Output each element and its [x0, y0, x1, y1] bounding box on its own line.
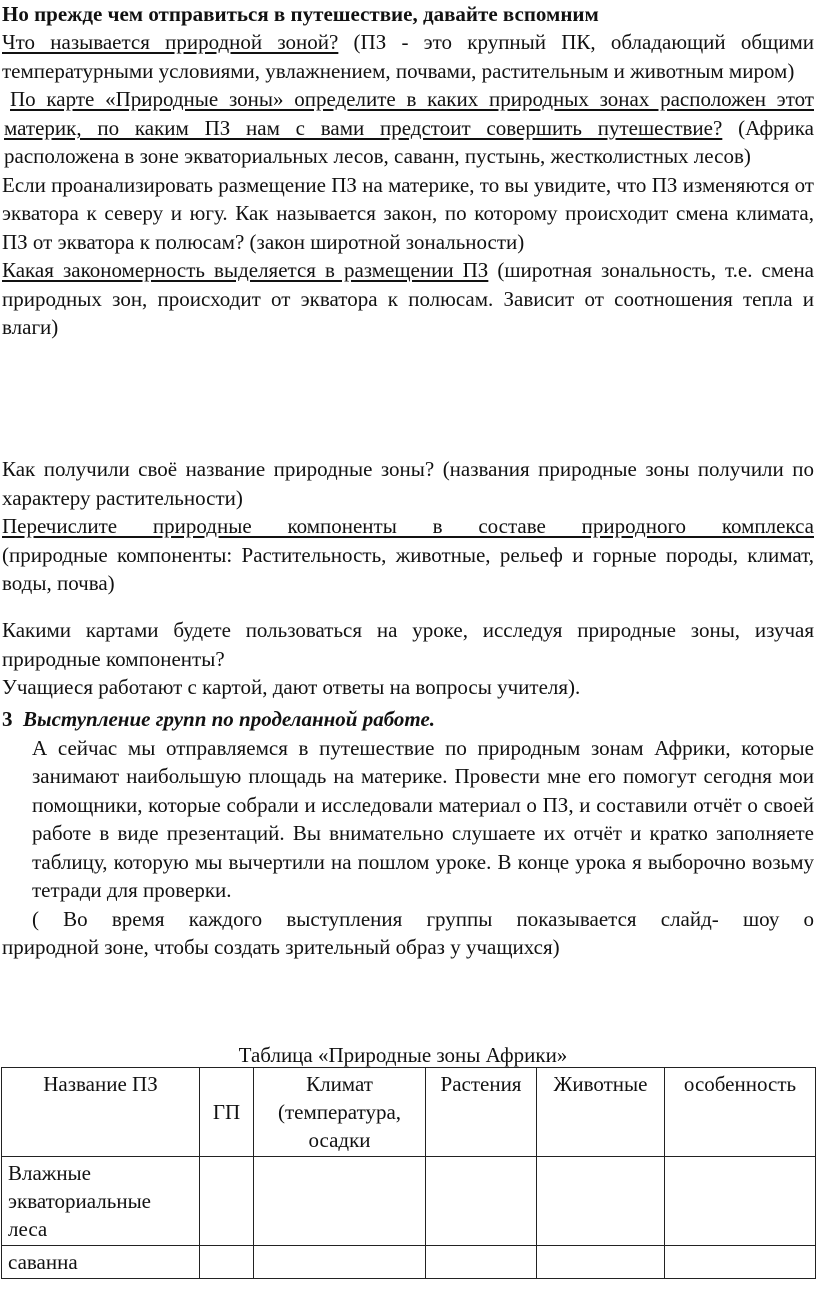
answer-text: (широтная зональность, т.е. смена природных зон, происходит от экватора к полюсам. Зависит от соотношения тепла и влаги) — [2, 258, 814, 339]
table-caption-text: Таблица «Природные зоны Африки» — [238, 1043, 568, 1067]
section-heading — [2, 705, 814, 734]
question-regularity — [2, 256, 814, 342]
question-text: Что называется природной зоной? — [2, 30, 339, 54]
cell-zone-name: Влажные экваториальные леса — [2, 1157, 200, 1246]
cell-empty — [537, 1246, 665, 1279]
cell-empty — [254, 1246, 426, 1279]
cell-empty — [200, 1157, 254, 1246]
cell-empty — [665, 1157, 816, 1246]
cell-zone-name: саванна — [2, 1246, 200, 1279]
section-title: Выступление групп по проделанной работе. — [23, 707, 436, 731]
paragraph-zone-names: Как получили своё название природные зоны? (названия природные зоны получили по характеру растительности) — [2, 457, 814, 510]
text-block-maps — [2, 616, 814, 702]
paragraph-journey-intro: А сейчас мы отправляемся в путешествие по природным зонам Африки, которые занимают наибольшую площадь на материке. Провести мне его помогут сегодня мои помощники, которые собрали и исследовали материал о ПЗ, и составили отчёт о своей работе в виде презентаций. Вы внимательно слушаете их отчёт и кратко заполняете таблицу, которую мы вычертили на пошлом уроке. В конце урока я выборочно возьму тетради для проверки. — [32, 735, 814, 902]
table-row — [2, 1157, 816, 1246]
question-map-zones — [2, 85, 814, 171]
table-row — [2, 1246, 816, 1279]
header-plants: Растения — [426, 1068, 537, 1157]
header-features: особенность — [665, 1068, 816, 1157]
cell-empty — [426, 1246, 537, 1279]
paragraph-zonality-law: Если проанализировать размещение ПЗ на материке, то вы увидите, что ПЗ изменяются от экватора к северу и югу. Как называется закон, по которому происходит смена климата, ПЗ от экватора к полюсам? (закон широтной зональности) — [2, 172, 814, 254]
header-zone-name: Название ПЗ — [2, 1068, 200, 1157]
africa-zones-table — [1, 1067, 816, 1279]
paragraph-slideshow-lead: ( Во время каждого выступления группы показывается слайд- шоу о — [32, 906, 814, 931]
question-natural-zone — [2, 28, 814, 85]
text-block-questions — [2, 28, 814, 342]
question-components — [2, 512, 814, 541]
table-caption — [0, 1041, 816, 1070]
paragraph-slideshow-rest: природной зоне, чтобы создать зрительный образ у учащихся) — [2, 935, 560, 959]
question-text: Какая закономерность выделяется в размещении ПЗ — [2, 258, 489, 282]
cell-empty — [254, 1157, 426, 1246]
cell-empty — [537, 1157, 665, 1246]
cell-empty — [426, 1157, 537, 1246]
section-number: 3 — [2, 707, 13, 731]
indented-paragraph — [2, 734, 814, 905]
cell-empty — [665, 1246, 816, 1279]
cell-empty — [200, 1246, 254, 1279]
text-block-names — [2, 455, 814, 598]
paragraph-maps-question: Какими картами будете пользоваться на уроке, исследуя природные зоны, изучая природные компоненты? — [2, 618, 814, 671]
page-title: Но прежде чем отправиться в путешествие, давайте вспомним — [2, 2, 599, 26]
question-text: По карте «Природные зоны» определите в каких природных зонах расположен этот материк, по каким ПЗ нам с вами предстоит совершить путешествие? — [4, 87, 814, 140]
section-group-presentations — [2, 705, 814, 962]
question-text: Перечислите природные компоненты в составе природного комплекса — [2, 514, 814, 538]
answer-text: (Африка расположена в зоне экваториальных лесов, саванн, пустынь, жестколистных лесов) — [4, 115, 814, 168]
table-header-row — [2, 1068, 816, 1157]
paragraph-students-work: Учащиеся работают с картой, дают ответы на вопросы учителя). — [2, 675, 581, 699]
header-gp: ГП — [200, 1068, 254, 1157]
header-animals: Животные — [537, 1068, 665, 1157]
header-climate: Климат (температура, осадки — [254, 1068, 426, 1157]
answer-components: (природные компоненты: Растительность, животные, рельеф и горные породы, климат, воды, почва) — [2, 542, 814, 595]
answer-text: (ПЗ - это крупный ПК, обладающий общими температурными условиями, увлажнением, почвами, растительным и животным миром) — [2, 30, 814, 83]
